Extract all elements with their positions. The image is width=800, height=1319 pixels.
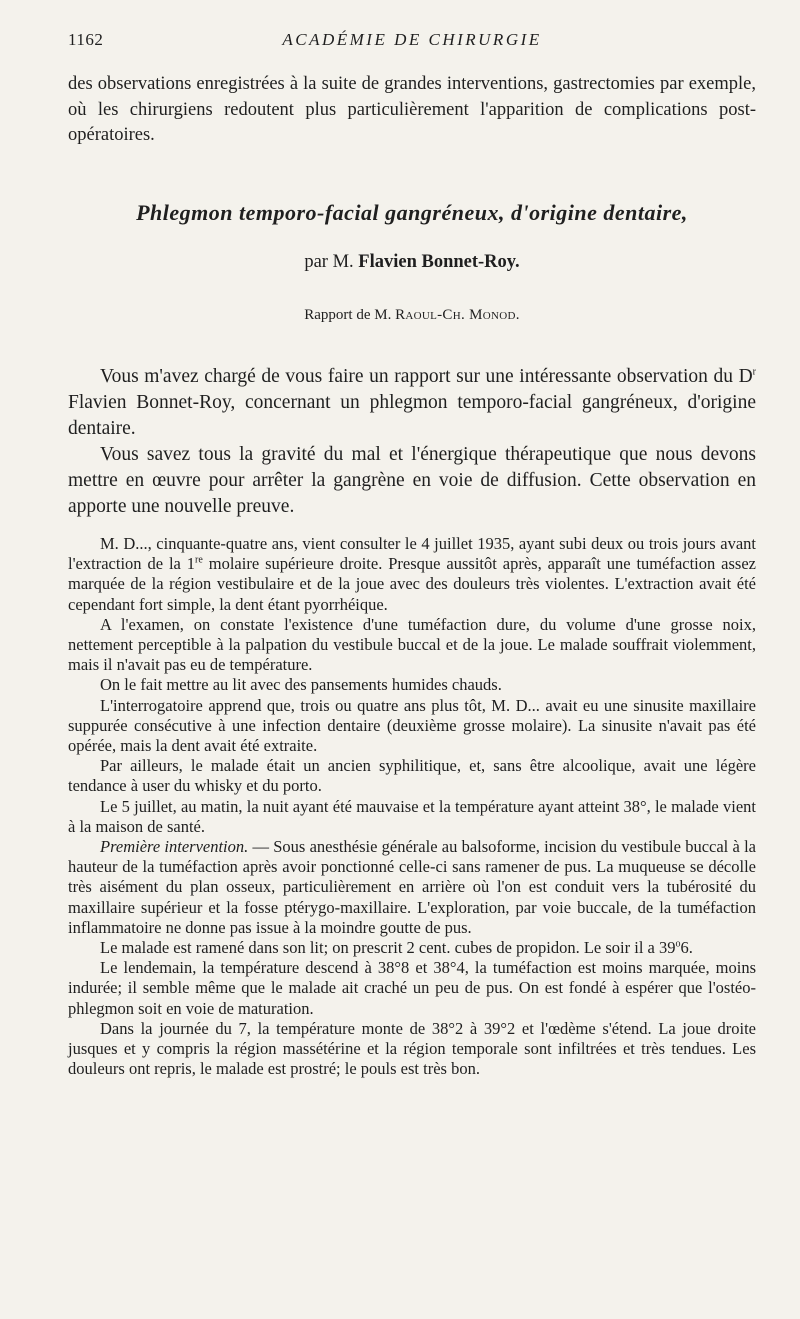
lead-text: Vous savez tous la gravité du mal et l'énergique thérapeutique que nous devons mettre en œuvre pour arrêter la gangrène en voie de diffusion. Cette observation en apporte une nouvelle preuve. bbox=[68, 444, 756, 517]
observation-paragraph bbox=[68, 675, 756, 695]
obs-text-end: molaire supérieure droite. Presque aussitôt après, apparaît une tuméfaction assez marquée de la région vestibulaire et de la joue avec des douleurs très violentes. L'extraction avait été cependant fort simple, la dent étant pyorrhéique. bbox=[68, 554, 756, 614]
author-prefix: par M. bbox=[304, 252, 354, 272]
lead-paragraph bbox=[68, 442, 756, 520]
obs-text: Le 5 juillet, au matin, la nuit ayant été mauvaise et la température ayant atteint 38°, le malade vient à la maison de santé. bbox=[68, 796, 756, 836]
obs-text: L'interrogatoire apprend que, trois ou quatre ans plus tôt, M. D... avait eu une sinusite maxillaire suppurée consécutive à une infection dentaire (deuxième grosse molaire). La sinusite n'avait pas été opérée, mais la dent avait été extraite. bbox=[68, 695, 756, 756]
intervention-label: Première intervention. bbox=[100, 837, 249, 857]
page-number: 1162 bbox=[68, 30, 104, 49]
lead-text: Vous m'avez chargé de vous faire un rapport sur une intéressante observation du D bbox=[100, 366, 753, 387]
intro-paragraph: des observations enregistrées à la suite de grandes interventions, gastrectomies par exemple, où les chirurgiens redoutent plus particulièrement l'apparition de complications post-opératoires. bbox=[68, 74, 756, 145]
report-line bbox=[68, 307, 756, 324]
observation-paragraph bbox=[68, 958, 756, 1019]
reporter-name: Raoul-Ch. Monod. bbox=[395, 307, 520, 323]
obs-text: M. D..., cinquante-quatre ans, vient consulter le 4 juillet 1935, ayant subi deux ou trois jours avant l'extraction de la 1 bbox=[68, 534, 756, 574]
author-line bbox=[68, 252, 756, 273]
obs-text: A l'examen, on constate l'existence d'une tuméfaction dure, du volume d'une grosse noix, nettement perceptible à la palpation du vestibule buccal et de la joue. Le malade souffrait violemment, mais il n'avait pas eu de température. bbox=[68, 614, 756, 675]
obs-text: Dans la journée du 7, la température monte de 38°2 à 39°2 et l'œdème s'étend. La joue droite jusques et y compris la région massétérine et la région temporale sont infiltrées et très tendues. Les douleurs ont repris, le malade est prostré; le pouls est très bon. bbox=[68, 1018, 756, 1079]
obs-superscript: o bbox=[675, 938, 681, 950]
obs-superscript: re bbox=[195, 554, 203, 566]
observation-paragraph bbox=[68, 696, 756, 757]
obs-text: — Sous anesthésie générale au balsoforme, incision du vestibule buccal à la hauteur de la tuméfaction après avoir ponctionné celle-ci sans ramener de pus. La muqueuse se décolle très aisément du plan osseux, particulièrement en arrière où l'on est conduit vers la tubérosité du maxillaire supérieur et la fosse ptérygo-maxillaire. L'exploration, par voie buccale, de la tuméfaction inflammatoire ne donne pas issue à la moindre goutte de pus. bbox=[68, 837, 756, 937]
lead-section bbox=[68, 364, 756, 520]
obs-text-end: 6. bbox=[680, 938, 693, 958]
author-name: Flavien Bonnet-Roy. bbox=[358, 252, 520, 272]
obs-text: Par ailleurs, le malade était un ancien syphilitique, et, sans être alcoolique, avait une légère tendance à user du whisky et du porto. bbox=[68, 756, 756, 796]
observation-paragraph bbox=[68, 837, 756, 938]
obs-text: Le lendemain, la température descend à 38°8 et 38°4, la tuméfaction est moins marquée, moins indurée; il semble même que le malade ait craché un peu de pus. On est fondé à espérer que l'ostéo-phlegmon soit en voie de maturation. bbox=[68, 958, 756, 1018]
observation-paragraph bbox=[68, 615, 756, 676]
observation-paragraph bbox=[68, 797, 756, 837]
obs-text: On le fait mettre au lit avec des pansements humides chauds. bbox=[100, 675, 502, 695]
report-prefix: Rapport de M. bbox=[304, 307, 392, 323]
observation-section bbox=[68, 534, 756, 1079]
article-title: Phlegmon temporo-facial gangréneux, d'origine dentaire, bbox=[136, 200, 688, 225]
observation-paragraph bbox=[68, 938, 756, 958]
lead-superscript: r bbox=[752, 366, 756, 378]
observation-paragraph bbox=[68, 534, 756, 615]
observation-paragraph bbox=[68, 1019, 756, 1080]
obs-text: Le malade est ramené dans son lit; on prescrit 2 cent. cubes de propidon. Le soir il a 39 bbox=[100, 938, 676, 958]
observation-paragraph bbox=[68, 756, 756, 796]
running-header bbox=[68, 30, 756, 54]
lead-paragraph bbox=[68, 364, 756, 442]
lead-text-end: Flavien Bonnet-Roy, concernant un phlegmon temporo-facial gangréneux, d'origine dentaire. bbox=[68, 392, 756, 439]
journal-title: ACADÉMIE DE CHIRURGIE bbox=[282, 30, 542, 49]
